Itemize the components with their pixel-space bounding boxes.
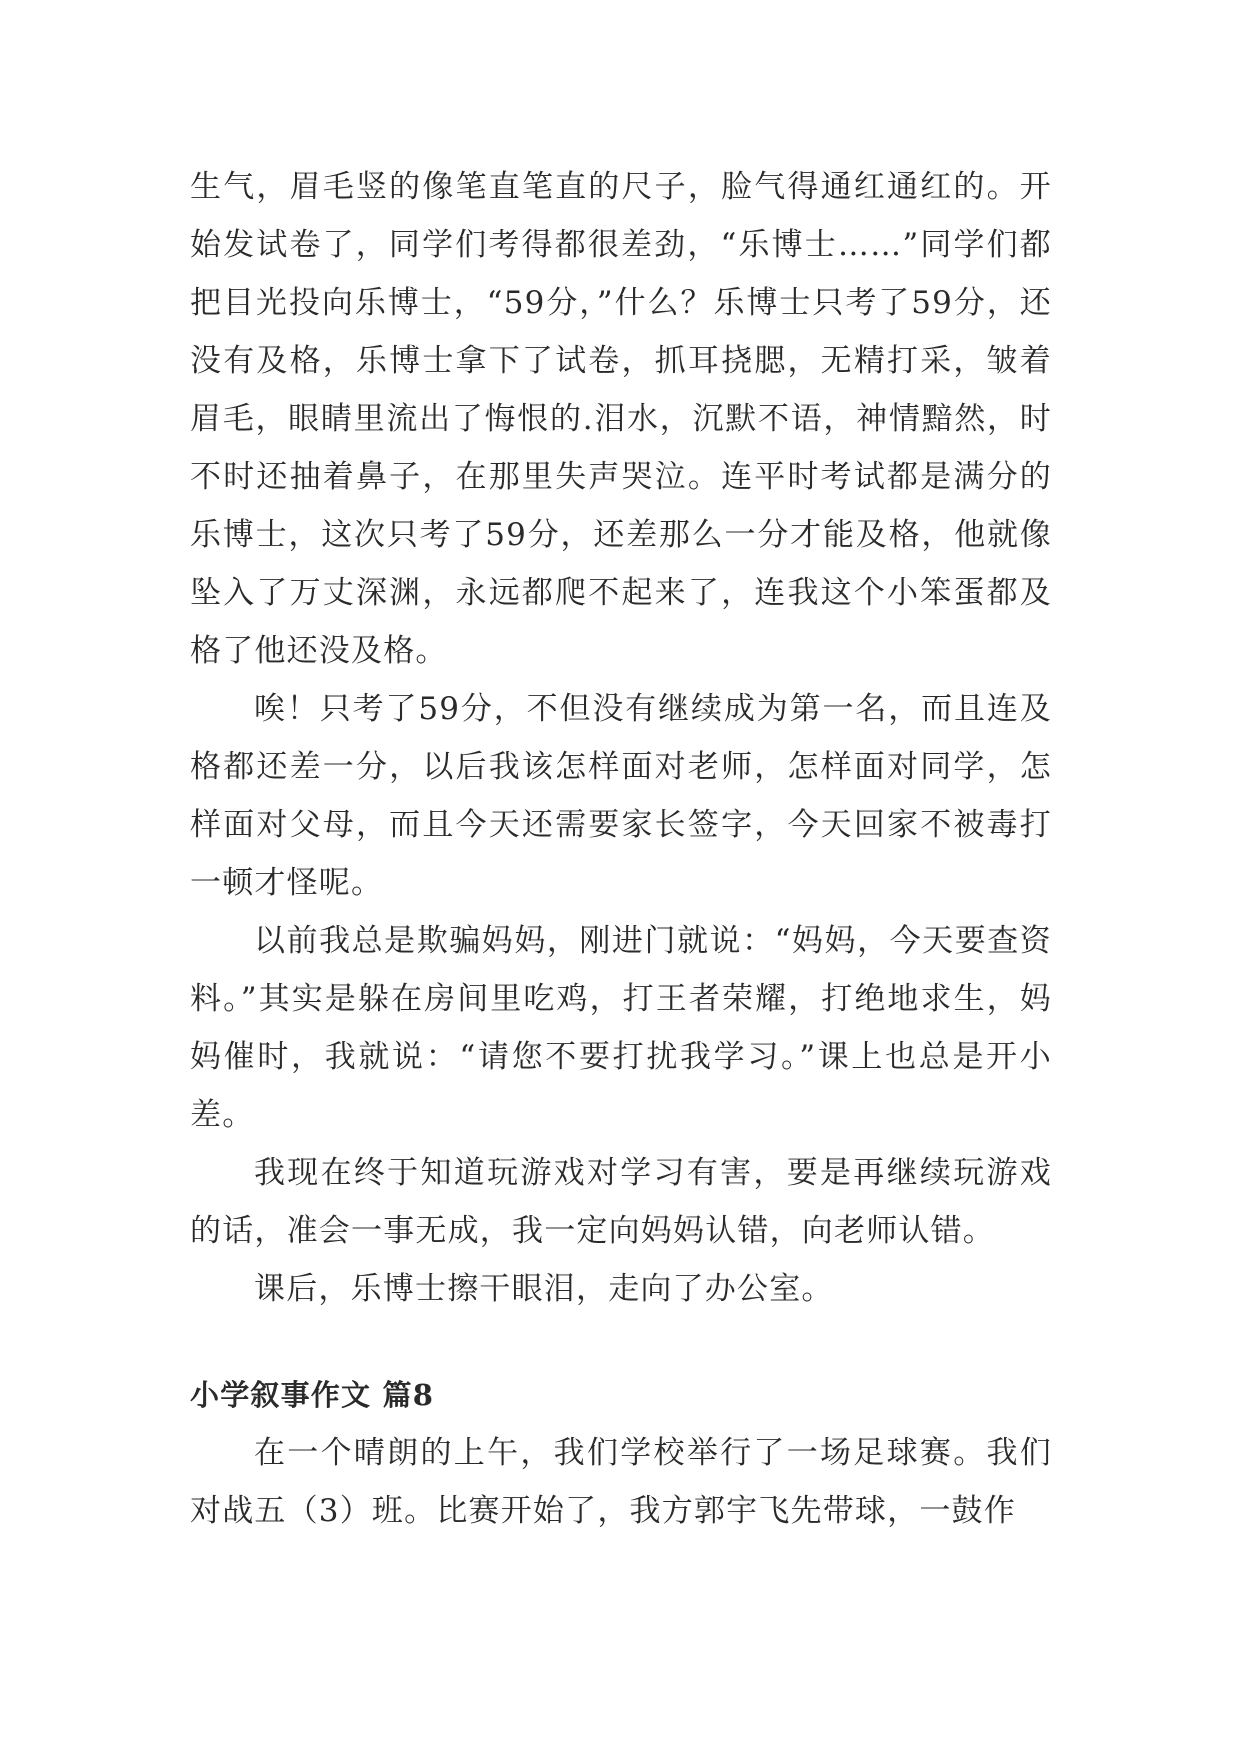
paragraph-5: 课后，乐博士擦干眼泪，走向了办公室。 — [254, 1271, 834, 1307]
paragraph-6: 在一个晴朗的上午，我们学校举行了一场足球赛。我们对战五（3）班。比赛开始了，我方郭宇飞先带球，一鼓作 — [190, 1435, 1052, 1529]
section-heading: 小学叙事作文 篇8 — [190, 1378, 435, 1412]
paragraph-1: 生气，眉毛竖的像笔直笔直的尺子，脸气得通红通红的。开始发试卷了，同学们考得都很差劲，“乐博士……”同学们都把目光投向乐博士，“59分，”什么？乐博士只考了59分，还没有及格，乐博士拿下了试卷，抓耳挠腮，无精打采，皱着眉毛，眼睛里流出了悔恨的.泪水，沉默不语，神情黯然，时不时还抽着鼻子，在那里失声哭泣。连平时考试都是满分的乐博士，这次只考了59分，还差那么一分才能及格，他就像坠入了万丈深渊，永远都爬不起来了，连我这个小笨蛋都及格了他还没及格。 — [190, 169, 1052, 669]
paragraph-2: 唉！只考了59分，不但没有继续成为第一名，而且连及格都还差一分，以后我该怎样面对老师，怎样面对同学，怎样面对父母，而且今天还需要家长签字，今天回家不被毒打一顿才怪呢。 — [190, 691, 1052, 901]
document-body — [190, 158, 1052, 1540]
paragraph-4: 我现在终于知道玩游戏对学习有害，要是再继续玩游戏的话，准会一事无成，我一定向妈妈认错，向老师认错。 — [190, 1155, 1052, 1249]
paragraph-3: 以前我总是欺骗妈妈，刚进门就说：“妈妈，今天要查资料。”其实是躲在房间里吃鸡，打王者荣耀，打绝地求生，妈妈催时，我就说：“请您不要打扰我学习。”课上也总是开小差。 — [190, 923, 1052, 1133]
